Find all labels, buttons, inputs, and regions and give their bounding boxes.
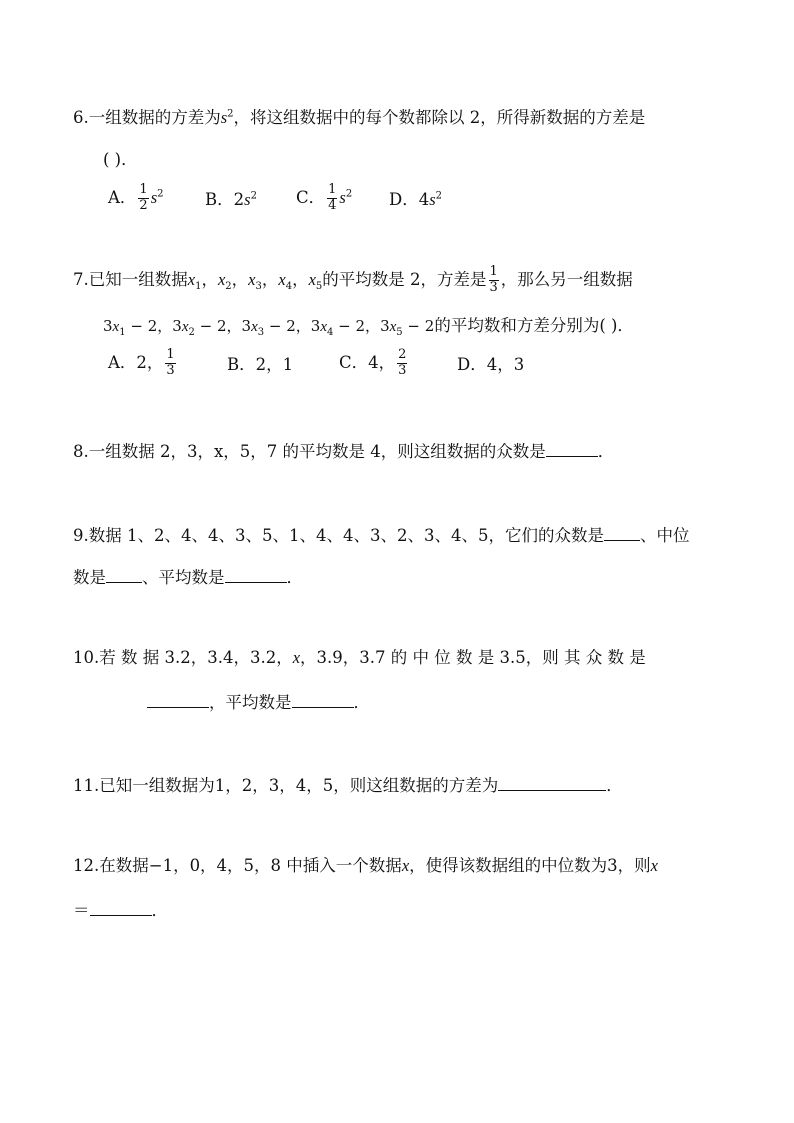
q6-variance-s: s: [220, 108, 228, 127]
q12-stem-line1: 12.在数据−1，0，4，5，8 中插入一个数据x，使得该数据组的中位数为3，则x: [73, 856, 658, 875]
q7-option-a-fraction: $\frac{1}{3}$: [166, 347, 175, 378]
q12-stem-line2: ＝ ．: [73, 901, 168, 920]
q10-stem-line1: 10.若 数 据 3.2，3.4，3.2，x，3.9，3.7 的 中 位 数 是 3.5，则 其 众 数 是: [73, 648, 646, 667]
q9-median-blank[interactable]: [106, 568, 142, 583]
q6-option-c-fraction: $\frac{1}{4}$: [328, 182, 337, 213]
q6-paren: ( )．: [103, 150, 138, 169]
q6-option-b[interactable]: B．$2s^2$: [205, 190, 257, 209]
q11-variance-blank[interactable]: [498, 776, 606, 791]
q6-text-suffix: ，将这组数据中的每个数都除以 2，所得新数据的方差是: [233, 108, 646, 127]
q8-answer-blank[interactable]: [546, 442, 598, 457]
q9-stem-line2: 数是 、平均数是 ．: [73, 568, 303, 587]
q9-mode-blank[interactable]: [604, 526, 640, 541]
q7-option-b[interactable]: B．2，1: [227, 355, 294, 374]
q9-mean-blank[interactable]: [225, 568, 287, 583]
q6-option-b-label: B．: [205, 190, 234, 209]
q11-stem: 11.已知一组数据为1，2，3，4，5，则这组数据的方差为 ．: [73, 776, 623, 795]
q10-mean-blank[interactable]: [292, 693, 354, 708]
q6-stem-line1: [73, 110, 645, 127]
q6-text-prefix: 6.一组数据的方差为: [73, 108, 221, 127]
q7-stem-line1: 7.已知一组数据$x_1$，$x_2$，$x_3$，$x_4$，$x_5$的平均数是 2，方差是 $\frac{1}{3}$ ，那么另一组数据: [73, 264, 633, 295]
q6-option-d-label: D．: [389, 190, 419, 209]
q7-option-c-fraction: $\frac{2}{3}$: [398, 347, 407, 378]
q10-mode-blank[interactable]: [147, 693, 209, 708]
q6-option-c[interactable]: C． $\frac{1}{4}$ $s^2$: [296, 182, 353, 213]
q7-stem-line2: $3x_1 - 2$，$3x_2 - 2$，$3x_3 - 2$，$3x_4 - 2$，$3x_5 - 2$的平均数和方差分别为( )．: [103, 316, 634, 338]
q7-variance-fraction: $\frac{1}{3}$: [489, 264, 498, 295]
q7-line2-suffix: 的平均数和方差分别为( )．: [434, 316, 634, 335]
q6-option-d[interactable]: D．$4s^2$: [389, 190, 443, 209]
q6-option-a[interactable]: A． $\frac{1}{2}$ $s^2$: [108, 182, 164, 213]
q12-answer-blank[interactable]: [90, 901, 152, 916]
q7-option-a[interactable]: A．2， $\frac{1}{3}$: [108, 347, 175, 378]
q6-square: 2: [227, 108, 234, 120]
q6-option-a-label: A．: [108, 187, 137, 207]
q7-option-c[interactable]: C．4， $\frac{2}{3}$: [339, 347, 407, 378]
q7-option-d[interactable]: D．4，3: [457, 355, 525, 374]
q9-stem-line1: 9.数据 1、2、4、4、3、5、1、4、4、3、2、3、4、5，它们的众数是 、中位: [73, 526, 690, 545]
q8-stem: 8.一组数据 2，3，x，5，7 的平均数是 4，则这组数据的众数是 ．: [73, 442, 615, 461]
q6-option-a-fraction: $\frac{1}{2}$: [139, 182, 148, 213]
q6-stem-line2: [103, 152, 138, 169]
q10-stem-line2: ，平均数是 ．: [147, 693, 370, 712]
q6-option-c-label: C．: [296, 187, 326, 207]
